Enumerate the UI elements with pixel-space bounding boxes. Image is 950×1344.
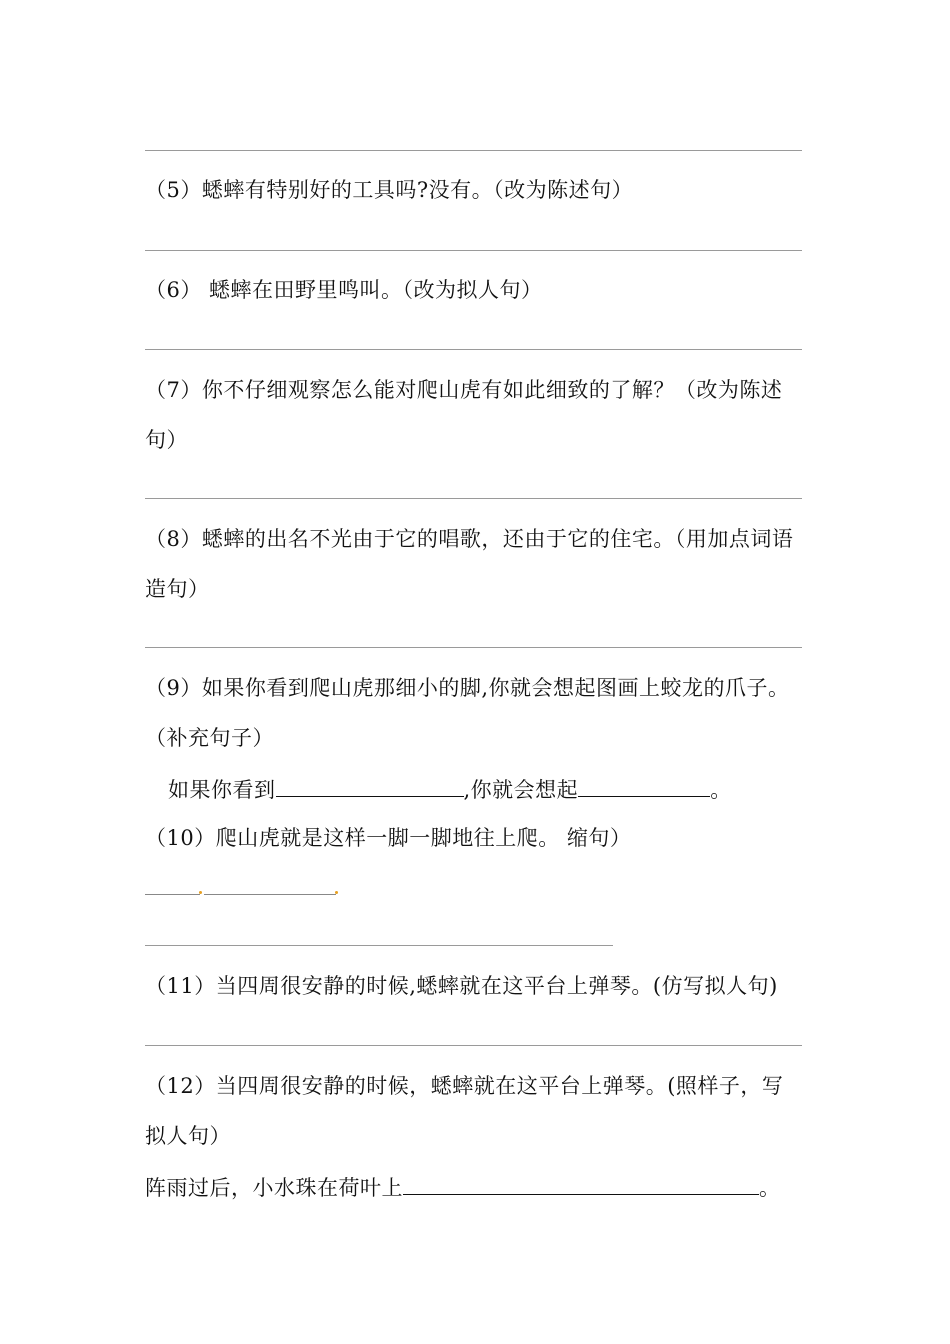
q12-blank[interactable]: [403, 1174, 759, 1195]
question-5: （5）蟋蟀有特别好的工具吗?没有。（改为陈述句）: [145, 178, 634, 202]
q10-short-line-2[interactable]: [204, 894, 336, 895]
q9-fill-prefix: 如果你看到: [168, 778, 276, 802]
question-9-line-1: （9）如果你看到爬山虎那细小的脚,你就会想起图画上蛟龙的爪子。: [145, 676, 790, 700]
question-6: （6） 蟋蟀在田野里鸣叫。（改为拟人句）: [145, 278, 543, 302]
question-7-line-2: 句）: [145, 428, 188, 452]
q10-dot-2: [335, 891, 338, 894]
question-8-line-1: （8）蟋蟀的出名不光由于它的唱歌，还由于它的住宅。（用加点词语: [145, 527, 794, 551]
question-9-line-2: （补充句子）: [145, 726, 274, 750]
q9-blank-1[interactable]: [276, 776, 464, 797]
answer-line-7[interactable]: [145, 498, 802, 499]
question-12-line-1: （12）当四周很安静的时候，蟋蟀就在这平台上弹琴。(照样子，写: [145, 1074, 784, 1098]
answer-line-8[interactable]: [145, 647, 802, 648]
answer-line-11[interactable]: [145, 1045, 802, 1046]
q9-blank-2[interactable]: [578, 776, 710, 797]
question-8-line-2: 造句）: [145, 577, 210, 601]
q9-fill-middle: ,你就会想起: [463, 778, 579, 802]
question-12-line-2: 拟人句）: [145, 1124, 231, 1148]
question-11: （11）当四周很安静的时候,蟋蟀就在这平台上弹琴。(仿写拟人句): [145, 974, 778, 998]
answer-line-6[interactable]: [145, 349, 802, 350]
answer-line-4[interactable]: [145, 150, 802, 151]
q10-dot-1: [199, 891, 202, 894]
question-10: （10）爬山虎就是这样一脚一脚地往上爬。 缩句）: [145, 826, 632, 850]
q12-fill-prefix: 阵雨过后，小水珠在荷叶上: [145, 1176, 403, 1200]
question-9-fill-sentence: [168, 776, 732, 802]
answer-line-5[interactable]: [145, 250, 802, 251]
q9-fill-end: 。: [710, 778, 732, 802]
question-7-line-1: （7）你不仔细观察怎么能对爬山虎有如此细致的了解？（改为陈述: [145, 378, 783, 402]
answer-line-10[interactable]: [145, 945, 613, 946]
question-12-fill-sentence: [145, 1174, 781, 1200]
q12-fill-end: 。: [759, 1176, 781, 1200]
q10-short-line-1[interactable]: [145, 894, 200, 895]
